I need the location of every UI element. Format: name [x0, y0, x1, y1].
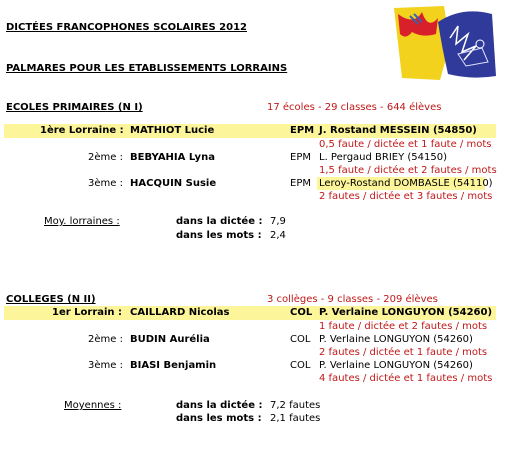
avg-dictee-label: dans la dictée : — [176, 216, 263, 227]
lorraine-francophonie-logo — [392, 4, 500, 82]
school-name: P. Verlaine LONGUYON (54260) — [319, 360, 473, 371]
school-name: J. Rostand MESSEIN (54850) — [319, 125, 477, 136]
school-name: P. Verlaine LONGUYON (54260) — [319, 334, 473, 345]
document-title: DICTÉES FRANCOPHONES SCOLAIRES 2012 — [6, 22, 248, 33]
rank-label: 2ème : — [88, 334, 123, 345]
faults-text: 1,5 faute / dictée et 2 fautes / mots — [319, 165, 497, 176]
student-name: BUDIN Aurélia — [130, 334, 210, 345]
primaires-heading: ECOLES PRIMAIRES (N I) — [6, 102, 143, 113]
avg-dictee-value: 7,2 fautes — [270, 400, 321, 411]
school-type: EPM — [290, 125, 315, 136]
averages-label: Moyennes : — [64, 400, 122, 411]
avg-dictee-label: dans la dictée : — [176, 400, 263, 411]
rank-label: 3ème : — [88, 178, 123, 189]
student-name: BIASI Benjamin — [130, 360, 217, 371]
avg-mots-value: 2,4 — [270, 230, 286, 241]
student-name: BEBYAHIA Lyna — [130, 152, 215, 163]
document-subtitle: PALMARES POUR LES ETABLISSEMENTS LORRAINS — [6, 63, 288, 74]
school-type: EPM — [290, 178, 311, 189]
avg-mots-label: dans les mots : — [176, 230, 262, 241]
faults-text: 2 fautes / dictée et 1 faute / mots — [319, 347, 488, 358]
school-type: EPM — [290, 152, 311, 163]
rank-label: 2ème : — [88, 152, 123, 163]
avg-mots-value: 2,1 fautes — [270, 413, 321, 424]
faults-text: 0,5 faute / dictée et 1 faute / mots — [319, 139, 492, 150]
school-name: Leroy-Rostand DOMBASLE (54110) — [319, 178, 493, 189]
student-name: CAILLARD Nicolas — [130, 307, 230, 318]
school-name: L. Pergaud BRIEY (54150) — [319, 152, 448, 163]
faults-text: 4 fautes / dictée et 1 fautes / mots — [319, 373, 493, 384]
averages-label: Moy. lorraines : — [44, 216, 120, 227]
avg-dictee-value: 7,9 — [270, 216, 286, 227]
primaires-stats: 17 écoles - 29 classes - 644 élèves — [267, 102, 442, 113]
colleges-stats: 3 collèges - 9 classes - 209 élèves — [267, 294, 438, 305]
rank-label: 1er Lorrain : — [52, 307, 123, 318]
school-type: COL — [290, 360, 311, 371]
faults-text: 1 faute / dictée et 2 fautes / mots — [319, 321, 488, 332]
faults-text: 2 fautes / dictée et 3 fautes / mots — [319, 191, 493, 202]
school-name: P. Verlaine LONGUYON (54260) — [319, 307, 493, 318]
avg-mots-label: dans les mots : — [176, 413, 262, 424]
colleges-heading: COLLEGES (N II) — [6, 294, 96, 305]
school-type: COL — [290, 307, 313, 318]
rank-label: 3ème : — [88, 360, 123, 371]
school-type: COL — [290, 334, 311, 345]
rank-label: 1ère Lorraine : — [40, 125, 124, 136]
student-name: HACQUIN Susie — [130, 178, 217, 189]
student-name: MATHIOT Lucie — [130, 125, 215, 136]
